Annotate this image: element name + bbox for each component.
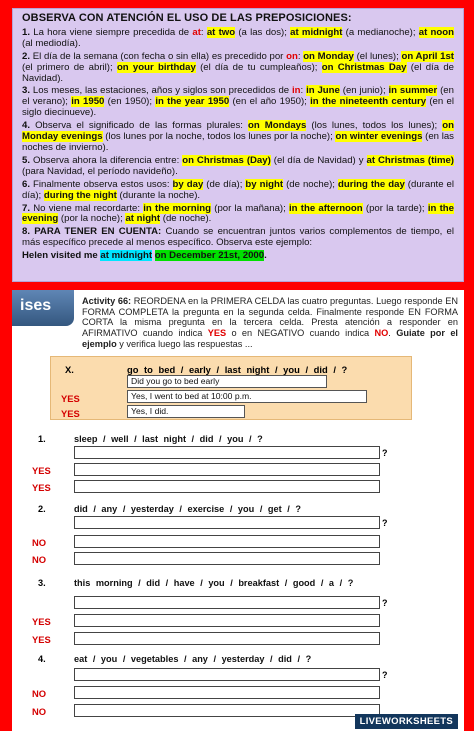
text-run: (en junio); — [339, 85, 389, 97]
text-run: (por la tarde); — [362, 202, 428, 214]
rule-item — [22, 156, 454, 178]
example-short-tag: YES — [61, 408, 80, 419]
example-scramble: go to bed / early / last night / you / did / ? — [127, 364, 348, 375]
text-run: (durante el día); — [22, 178, 455, 201]
text-run: Helen visited me — [22, 250, 101, 262]
highlighted-phrase: on April 1st — [401, 50, 454, 62]
example-block — [50, 356, 412, 420]
text-run: Observa ahora la diferencia entre: — [30, 154, 183, 166]
text-run: NO — [374, 328, 389, 339]
answer-tag: YES — [32, 465, 51, 476]
answer-tag: YES — [32, 616, 51, 627]
long-answer-input[interactable] — [74, 686, 380, 699]
example-long-row — [51, 390, 411, 406]
question-scramble: did / any / yesterday / exercise / you / get / ? — [74, 504, 301, 514]
highlighted-phrase: in summer — [388, 85, 438, 97]
short-answer-input[interactable] — [74, 480, 380, 493]
highlighted-phrase: on Monday evenings — [22, 120, 454, 143]
rule-item — [22, 121, 454, 154]
rule-item — [22, 52, 454, 85]
text-run: on — [286, 50, 298, 62]
question-scramble: this morning / did / have / you / breakfast / good / a / ? — [74, 578, 354, 588]
text-run: 3. — [22, 85, 31, 97]
answer-tag: NO — [32, 537, 47, 548]
example-short-answer-box: Yes, I did. — [127, 405, 245, 418]
highlighted-phrase: on Christmas Day — [321, 61, 407, 73]
rule-item — [22, 86, 454, 119]
text-run: Observa el significado de las formas plurales: — [30, 120, 248, 132]
answer-tag: YES — [32, 482, 51, 493]
rule-item — [22, 251, 454, 262]
highlighted-phrase: in the nineteenth century — [310, 96, 427, 108]
text-run: Cuando se encuentran juntos varios complementos de tiempo, el más específico precede al menos específico. Observa este ejemplo: — [22, 226, 454, 249]
text-run: (a las dos); — [235, 26, 291, 38]
highlighted-phrase: on Christmas (Day) — [182, 154, 271, 166]
text-run: Los meses, las estaciones, años y siglos son precedidos de — [30, 85, 292, 97]
long-answer-input[interactable] — [74, 463, 380, 476]
text-run: (el lunes); — [353, 50, 402, 62]
text-run: Finalmente observa estos usos: — [30, 178, 173, 190]
text-run: (en 1950); — [104, 96, 156, 108]
text-run: y verifica luego las respuestas ... — [116, 338, 253, 349]
rule-item — [22, 204, 454, 226]
text-run: in — [292, 85, 301, 97]
text-run: : — [200, 26, 207, 38]
text-run: Guiate por el ejemplo — [82, 328, 458, 349]
highlighted-phrase: on Mondays — [248, 120, 307, 132]
text-run: 8. PARA TENER EN CUENTA: — [22, 226, 162, 238]
text-run: (el primero de abril); — [22, 61, 117, 73]
highlighted-phrase: at midnight — [100, 250, 153, 262]
answer-tag: NO — [32, 554, 47, 565]
example-question-row — [51, 375, 411, 391]
answer-tag: NO — [32, 688, 47, 699]
text-run: 7. — [22, 202, 31, 214]
text-run: at — [192, 26, 201, 38]
text-run: 6. — [22, 178, 31, 190]
highlighted-phrase: on your birthday — [116, 61, 196, 73]
answer-tag: YES — [32, 634, 51, 645]
text-run: (el día de Navidad) y — [270, 154, 367, 166]
highlighted-phrase: by day — [172, 178, 204, 190]
highlighted-phrase: in 1950 — [71, 96, 105, 108]
text-run: (por la mañana); — [211, 202, 290, 214]
highlighted-phrase: by night — [245, 178, 284, 190]
short-answer-input[interactable] — [74, 704, 380, 717]
text-run: : — [300, 85, 307, 97]
text-run: YES — [207, 328, 227, 339]
text-run: (de día); — [203, 178, 246, 190]
text-run: (para Navidad, el período navideño). — [22, 165, 178, 177]
text-run: (en el siglo diecinueve). — [22, 96, 454, 119]
highlighted-phrase: in the afternoon — [289, 202, 363, 214]
example-long-answer-box: Yes, I went to bed at 10:00 p.m. — [127, 390, 367, 403]
text-run: (en las noches de invierno). — [22, 131, 454, 153]
text-run: El día de la semana (con fecha o sin ella) es precedido por — [30, 50, 287, 62]
highlighted-phrase: at night — [125, 213, 161, 225]
highlighted-phrase: at midnight — [290, 26, 343, 38]
question-mark: ? — [382, 448, 388, 458]
text-run: Activity 66: — [82, 296, 132, 306]
highlighted-phrase: on Monday — [303, 50, 354, 62]
question-input[interactable] — [74, 596, 380, 609]
section-tab: ises — [12, 290, 74, 326]
liveworksheets-logo: LIVEWORKSHEETS — [355, 714, 458, 729]
highlighted-phrase: on December 21st, 2000 — [154, 250, 265, 262]
example-question-box: Did you go to bed early — [127, 375, 327, 388]
question-number: 2. — [38, 504, 46, 514]
question-input[interactable] — [74, 446, 380, 459]
grammar-rules-panel — [12, 8, 464, 282]
text-run: (de noche). — [160, 213, 212, 225]
short-answer-input[interactable] — [74, 632, 380, 645]
text-run: (el día de Navidad). — [22, 61, 454, 84]
question-scramble: eat / you / vegetables / any / yesterday / did / ? — [74, 654, 312, 664]
highlighted-phrase: in June — [306, 85, 340, 97]
text-run: (los lunes por la noche, todos los lunes por la noche); — [102, 131, 336, 143]
answer-tag: NO — [32, 706, 47, 717]
rule-item — [22, 180, 454, 202]
highlighted-phrase: at Christmas (time) — [366, 154, 455, 166]
text-run: (durante la noche). — [116, 189, 201, 201]
question-number: 4. — [38, 654, 46, 664]
text-run: (por la noche); — [58, 213, 126, 225]
question-input[interactable] — [74, 668, 380, 681]
example-label: X. — [65, 364, 74, 375]
text-run: (en el verano); — [22, 85, 454, 108]
highlighted-phrase: during the night — [43, 189, 117, 201]
rules-list — [22, 28, 454, 262]
question-mark: ? — [382, 670, 388, 680]
highlighted-phrase: at two — [206, 26, 236, 38]
text-run: . — [388, 328, 397, 339]
text-run: (a medianoche); — [342, 26, 419, 38]
activity-instructions — [82, 296, 458, 350]
text-run: No viene mal recordarte: — [30, 202, 144, 214]
question-scramble: sleep / well / last night / did / you / ? — [74, 434, 263, 444]
highlighted-phrase: in the morning — [143, 202, 212, 214]
text-run: La hora viene siempre precedida de — [30, 26, 193, 38]
text-run: (de noche); — [283, 178, 338, 190]
text-run: (al mediodía). — [22, 37, 81, 49]
text-run: (los lunes, todos los lunes); — [306, 120, 443, 132]
long-answer-input[interactable] — [74, 535, 380, 548]
long-answer-input[interactable] — [74, 614, 380, 627]
question-input[interactable] — [74, 516, 380, 529]
question-number: 1. — [38, 434, 46, 444]
question-mark: ? — [382, 598, 388, 608]
text-run: 1. — [22, 26, 31, 38]
text-run: 4. — [22, 120, 31, 132]
question-mark: ? — [382, 518, 388, 528]
question-number: 3. — [38, 578, 46, 588]
rule-item — [22, 28, 454, 50]
highlighted-phrase: on winter evenings — [335, 131, 423, 143]
rules-title: OBSERVA CON ATENCIÓN EL USO DE LAS PREPOSICIONES: — [22, 12, 352, 24]
example-long-tag: YES — [61, 393, 80, 404]
text-run: (el día de tu cumpleaños); — [195, 61, 322, 73]
example-short-row — [51, 405, 411, 421]
text-run: REORDENA en la PRIMERA CELDA las cuatro preguntas. Luego responde EN FORMA COMPLETA la pregunta en la segunda celda. Finalmente responde EN FORMA CORTA la misma pregunta en la tercera celda. Presta atención a responder en AFIRMATIVO cuando indica — [82, 296, 458, 339]
text-run: 5. — [22, 154, 31, 166]
worksheet — [12, 290, 464, 731]
text-run: . — [264, 250, 267, 262]
highlighted-phrase: during the day — [337, 178, 405, 190]
text-run: 2. — [22, 50, 31, 62]
short-answer-input[interactable] — [74, 552, 380, 565]
highlighted-phrase: in the evening — [22, 202, 454, 225]
rule-item — [22, 227, 454, 249]
text-run: : — [297, 50, 304, 62]
text-run: (en el año 1950); — [229, 96, 311, 108]
highlighted-phrase: at noon — [418, 26, 454, 38]
highlighted-phrase: in the year 1950 — [155, 96, 230, 108]
text-run: o en NEGATIVO cuando indica — [226, 328, 375, 339]
